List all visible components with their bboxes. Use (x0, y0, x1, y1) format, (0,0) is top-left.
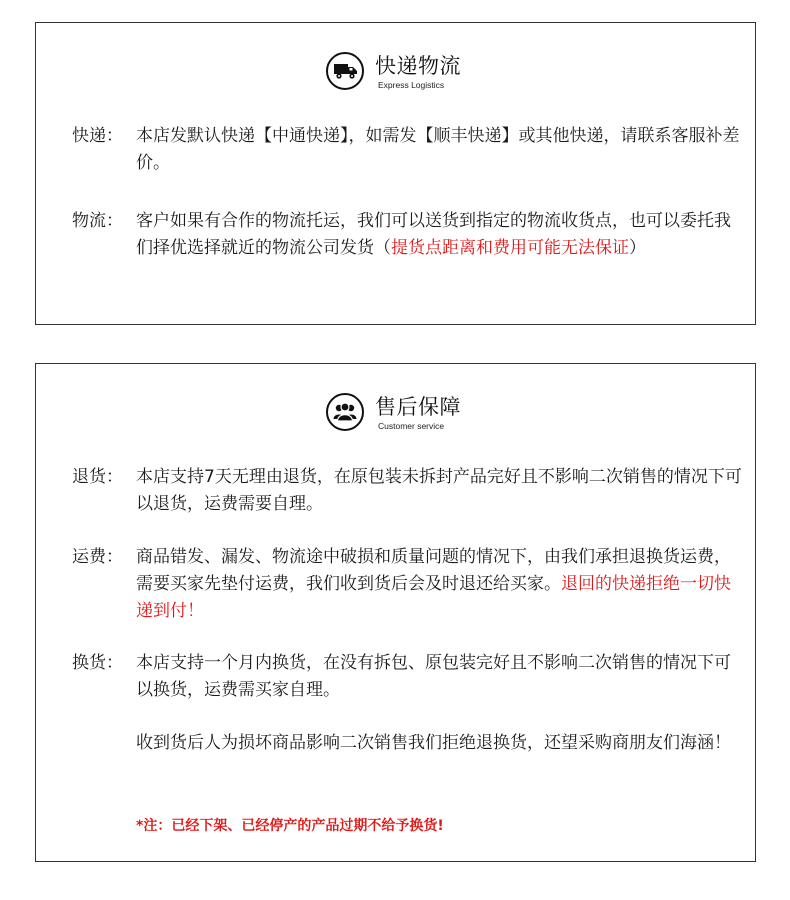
customers-icon (326, 393, 364, 431)
shipping-label: 运费： (72, 547, 123, 567)
freight-label: 物流： (72, 211, 123, 231)
express-label: 快递： (72, 126, 123, 146)
shipping-body (136, 544, 742, 625)
freight-text: 客户如果有合作的物流托运，我们可以送货到指定的物流收货点，也可以委托我们择优选择就近的物流公司发货（ (136, 211, 731, 258)
aftersales-title: 售后保障 (375, 395, 461, 419)
returns-text: 本店支持7天无理由退货，在原包装未拆封产品完好且不影响二次销售的情况下可以退货，运费需要自理。 (136, 467, 742, 514)
logistics-title: 快递物流 (375, 54, 461, 78)
aftersales-card (35, 363, 756, 862)
express-text: 本店发默认快递【中通快递】，如需发【顺丰快递】或其他快递，请联系客服补差价。 (136, 126, 740, 173)
returns-label: 退货： (72, 467, 123, 487)
freight-tail: ） (629, 238, 646, 258)
freight-body (136, 208, 742, 262)
freight-warning: 提货点距离和费用可能无法保证 (391, 238, 629, 258)
logistics-subtitle: Express Logistics (378, 80, 445, 90)
exchange-label: 换货： (72, 653, 123, 673)
shipping-text: 商品错发、漏发、物流途中破损和质量问题的情况下，由我们承担退换货运费，需要买家先垫付运费，我们收到货后会及时退还给买家。 (136, 547, 731, 594)
damage-text: 收到货后人为损坏商品影响二次销售我们拒绝退换货，还望采购商朋友们海涵！ (136, 733, 731, 753)
exchange-text: 本店支持一个月内换货，在没有拆包、原包装完好且不影响二次销售的情况下可以换货，运费需买家自理。 (136, 653, 731, 700)
truck-icon (326, 52, 364, 90)
shipping-warning: 退回的快递拒绝一切快递到付！ (136, 574, 731, 621)
aftersales-subtitle: Customer service (378, 421, 445, 431)
logistics-card (35, 22, 756, 325)
expired-product-note: *注：已经下架、已经停产的产品过期不给予换货! (136, 818, 444, 834)
